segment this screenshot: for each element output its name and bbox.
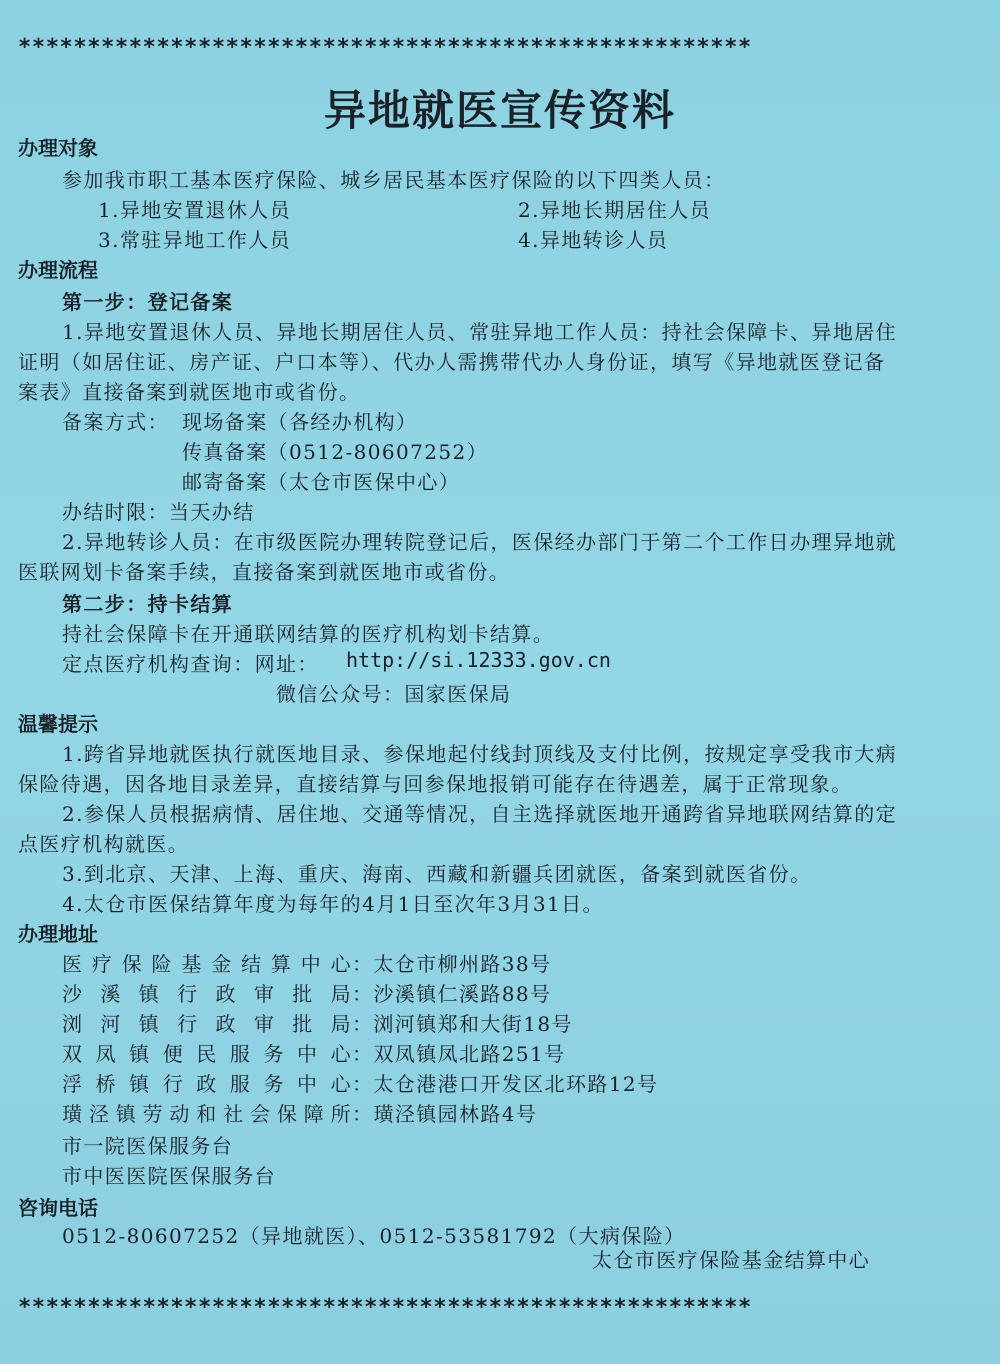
section-heading-addresses: 办理地址 [18, 922, 98, 946]
step2-line1: 持社会保障卡在开通联网结算的医疗机构划卡结算。 [62, 622, 555, 646]
step1-para2-line1: 2.异地转诊人员：在市级医院办理转院登记后，医保经办部门于第二个工作日办理异地就 [62, 530, 898, 554]
query-label: 定点医疗机构查询：网址： [62, 652, 319, 676]
tip-line-2: 保险待遇，因各地目录差异，直接结算与回参保地报销可能存在待遇差，属于正常现象。 [18, 772, 853, 796]
address-location: ：沙溪镇仁溪路88号 [352, 982, 552, 1006]
time-limit: 办结时限：当天办结 [62, 500, 255, 524]
section-heading-objects: 办理对象 [18, 136, 98, 160]
tip-line-6: 4.太仓市医保结算年度为每年的4月1日至次年3月31日。 [62, 892, 604, 916]
address-row [62, 1008, 573, 1037]
section-heading-tips: 温馨提示 [18, 712, 98, 736]
address-row [62, 1038, 566, 1067]
filing-method-mail: 邮寄备案（太仓市医保中心） [182, 470, 461, 494]
address-location: ：太仓市柳州路38号 [352, 952, 552, 976]
filing-methods-label: 备案方式： [62, 410, 169, 434]
address-office-name: 浏河镇行政审批局 [62, 1012, 352, 1036]
address-extra-2: 市中医医院医保服务台 [62, 1164, 276, 1188]
query-url-link[interactable]: http://si.12333.gov.cn [346, 648, 611, 672]
address-row [62, 978, 551, 1007]
address-location: ：璜泾镇园林路4号 [352, 1102, 538, 1126]
address-row [62, 1068, 658, 1097]
step2-title: 第二步：持卡结算 [62, 592, 234, 616]
bottom-star-border: ***************************************************** [18, 1295, 752, 1320]
step1-para1-line2: 证明（如居住证、房产证、户口本等）、代办人需携带代办人身份证，填写《异地就医登记备 [18, 350, 886, 374]
objects-item-1: 1.异地安置退休人员 [98, 198, 292, 222]
wechat-account: 微信公众号：国家医保局 [276, 682, 512, 706]
tip-line-5: 3.到北京、天津、上海、重庆、海南、西藏和新疆兵团就医，备案到就医省份。 [62, 862, 812, 886]
step1-title: 第一步：登记备案 [62, 290, 234, 314]
top-star-border: ***************************************************** [18, 35, 752, 60]
address-office-name: 璜泾镇劳动和社会保障所 [62, 1102, 352, 1126]
objects-item-2: 2.异地长期居住人员 [518, 198, 712, 222]
page-title: 异地就医宣传资料 [323, 86, 676, 135]
tip-line-1: 1.跨省异地就医执行就医地目录、参保地起付线封顶线及支付比例，按规定享受我市大病 [62, 742, 898, 766]
address-location: ：浏河镇郑和大街18号 [352, 1012, 573, 1036]
address-extra-1: 市一院医保服务台 [62, 1134, 234, 1158]
objects-intro: 参加我市职工基本医疗保险、城乡居民基本医疗保险的以下四类人员： [62, 168, 726, 192]
address-office-name: 医疗保险基金结算中心 [62, 952, 352, 976]
filing-method-fax: 传真备案（0512-80607252） [182, 440, 489, 464]
address-row [62, 948, 551, 977]
tip-line-3: 2.参保人员根据病情、居住地、交通等情况，自主选择就医地开通跨省异地联网结算的定 [62, 802, 898, 826]
tip-line-4: 点医疗机构就医。 [18, 832, 190, 856]
address-location: ：太仓港港口开发区北环路12号 [352, 1072, 659, 1096]
section-heading-contact: 咨询电话 [18, 1196, 98, 1220]
address-row [62, 1098, 537, 1127]
section-heading-process: 办理流程 [18, 258, 98, 282]
objects-item-4: 4.异地转诊人员 [518, 228, 669, 252]
contact-phones: 0512-80607252（异地就医）、0512-53581792（大病保险） [62, 1224, 686, 1248]
address-office-name: 沙溪镇行政审批局 [62, 982, 352, 1006]
step1-para2-line2: 医联网划卡备案手续，直接备案到就医地市或省份。 [18, 560, 511, 584]
filing-method-onsite: 现场备案（各经办机构） [182, 410, 418, 434]
issuer-signature: 太仓市医疗保险基金结算中心 [592, 1248, 871, 1272]
address-office-name: 浮桥镇行政服务中心 [62, 1072, 352, 1096]
address-office-name: 双凤镇便民服务中心 [62, 1042, 352, 1066]
step1-para1-line3: 案表》直接备案到就医地市或省份。 [18, 380, 361, 404]
objects-item-3: 3.常驻异地工作人员 [98, 228, 292, 252]
step1-para1-line1: 1.异地安置退休人员、异地长期居住人员、常驻异地工作人员：持社会保障卡、异地居住 [62, 320, 898, 344]
address-location: ：双凤镇凤北路251号 [352, 1042, 566, 1066]
